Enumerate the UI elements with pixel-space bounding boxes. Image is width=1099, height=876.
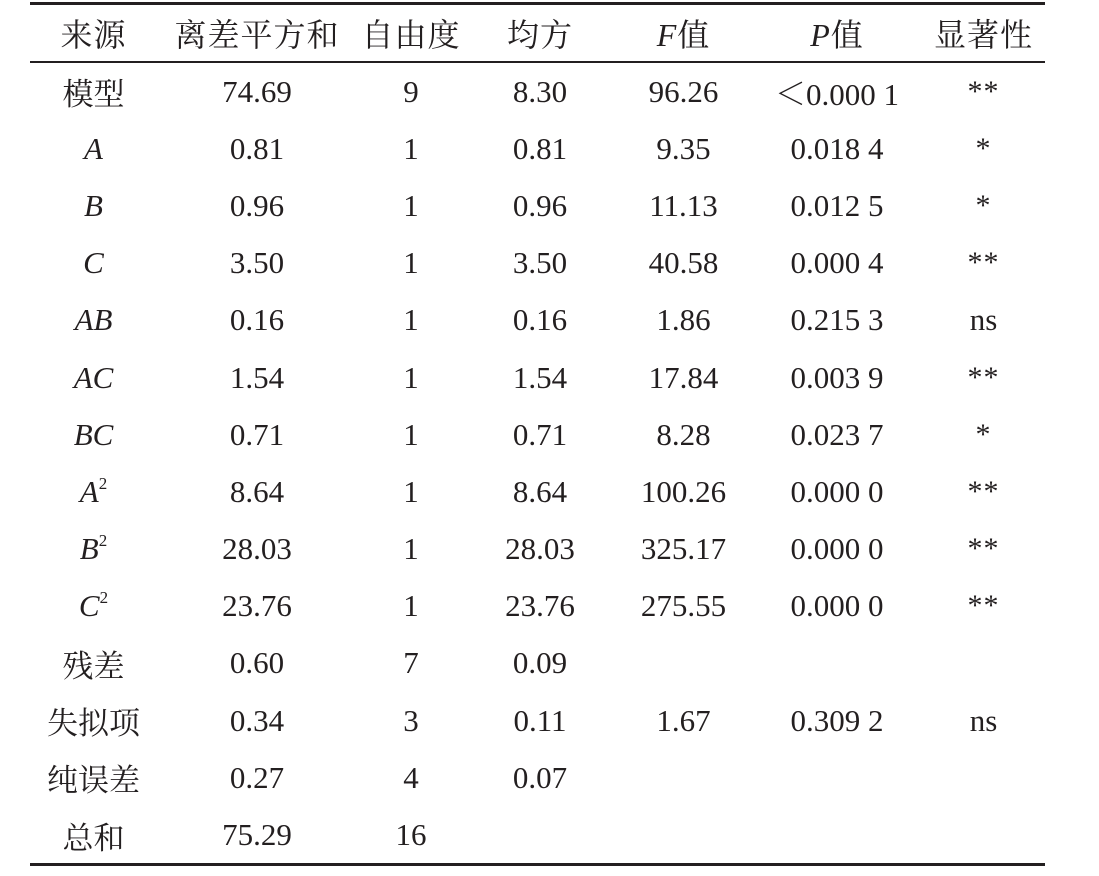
cell-significance: ns bbox=[969, 302, 998, 338]
table-row bbox=[30, 235, 1045, 292]
header-degrees-of-freedom bbox=[357, 5, 465, 61]
cell-significance bbox=[922, 806, 1045, 863]
table-row bbox=[30, 749, 1045, 806]
source-variable: C bbox=[83, 245, 104, 281]
header-variable: F bbox=[656, 17, 678, 53]
table-row bbox=[30, 635, 1045, 692]
cell-mean-square: 3.50 bbox=[512, 245, 568, 281]
cell-p-value: 0.000 0 bbox=[790, 473, 884, 509]
cell-source bbox=[30, 177, 157, 234]
cell-p-value bbox=[752, 635, 922, 692]
cell-degrees-of-freedom: 1 bbox=[403, 473, 419, 509]
cell-sum-of-squares: 75.29 bbox=[222, 817, 292, 853]
cell-mean-square: 0.71 bbox=[512, 416, 568, 452]
cell-significance: * bbox=[975, 131, 992, 165]
table-row bbox=[30, 521, 1045, 578]
cell-mean-square: 1.54 bbox=[512, 359, 568, 395]
cell-sum-of-squares: 0.71 bbox=[229, 416, 285, 452]
header-label: 值 bbox=[677, 17, 711, 53]
cell-source bbox=[30, 235, 157, 292]
source-label: 纯误差 bbox=[47, 763, 140, 799]
source-label: 模型 bbox=[62, 77, 125, 113]
cell-mean-square: 23.76 bbox=[505, 588, 575, 624]
cell-degrees-of-freedom: 9 bbox=[403, 73, 419, 109]
cell-sum-of-squares: 8.64 bbox=[229, 473, 285, 509]
source-variable: A bbox=[79, 473, 99, 509]
cell-f-value: 325.17 bbox=[640, 531, 727, 567]
cell-sum-of-squares: 0.34 bbox=[229, 702, 285, 738]
cell-mean-square: 0.96 bbox=[512, 187, 568, 223]
table-row bbox=[30, 292, 1045, 349]
cell-sum-of-squares: 0.81 bbox=[229, 130, 285, 166]
cell-significance bbox=[922, 749, 1045, 806]
cell-mean-square: 0.11 bbox=[513, 702, 567, 738]
source-exponent: 2 bbox=[98, 473, 108, 493]
header-significance bbox=[922, 5, 1045, 61]
cell-f-value: 275.55 bbox=[640, 588, 727, 624]
cell-mean-square: 8.30 bbox=[512, 73, 568, 109]
cell-source bbox=[30, 349, 157, 406]
table-row bbox=[30, 349, 1045, 406]
cell-source bbox=[30, 749, 157, 806]
cell-degrees-of-freedom: 1 bbox=[403, 302, 419, 338]
source-exponent: 2 bbox=[98, 531, 108, 551]
table-row bbox=[30, 692, 1045, 749]
cell-f-value: 1.67 bbox=[656, 702, 711, 738]
cell-f-value: 11.13 bbox=[649, 187, 718, 223]
cell-source bbox=[30, 292, 157, 349]
cell-sum-of-squares: 1.54 bbox=[229, 359, 285, 395]
cell-source bbox=[30, 406, 157, 463]
cell-degrees-of-freedom: 1 bbox=[403, 531, 419, 567]
cell-degrees-of-freedom: 4 bbox=[403, 759, 419, 795]
table-row bbox=[30, 177, 1045, 234]
header-mean-square bbox=[465, 5, 615, 61]
cell-significance: ** bbox=[967, 589, 1000, 623]
cell-f-value: 17.84 bbox=[648, 359, 719, 395]
header-f-value bbox=[615, 5, 752, 61]
cell-p-value: 0.012 5 bbox=[790, 187, 884, 223]
cell-source bbox=[30, 521, 157, 578]
cell-f-value bbox=[615, 749, 752, 806]
cell-significance: ns bbox=[969, 702, 998, 738]
cell-sum-of-squares: 0.27 bbox=[229, 759, 285, 795]
cell-source bbox=[30, 692, 157, 749]
cell-p-value: 0.003 9 bbox=[790, 359, 884, 395]
cell-significance: ** bbox=[967, 532, 1000, 566]
source-variable: AC bbox=[73, 359, 114, 395]
cell-mean-square bbox=[465, 806, 615, 863]
header-sum-of-squares bbox=[157, 5, 357, 61]
cell-sum-of-squares: 74.69 bbox=[222, 73, 292, 109]
cell-source bbox=[30, 635, 157, 692]
cell-degrees-of-freedom: 3 bbox=[403, 702, 419, 738]
cell-significance: ** bbox=[967, 360, 1000, 394]
cell-degrees-of-freedom: 1 bbox=[403, 359, 419, 395]
table-row bbox=[30, 120, 1045, 177]
cell-p-value: 0.215 3 bbox=[790, 302, 884, 338]
table-row bbox=[30, 806, 1045, 863]
cell-sum-of-squares: 23.76 bbox=[222, 588, 292, 624]
cell-mean-square: 0.07 bbox=[512, 759, 568, 795]
cell-degrees-of-freedom: 1 bbox=[403, 416, 419, 452]
table-body bbox=[30, 61, 1045, 864]
anova-grid bbox=[30, 5, 1045, 864]
cell-mean-square: 8.64 bbox=[512, 473, 568, 509]
cell-f-value: 9.35 bbox=[656, 130, 711, 166]
cell-significance: ** bbox=[967, 474, 1000, 508]
cell-p-value: 0.309 2 bbox=[790, 702, 884, 738]
table-row bbox=[30, 61, 1045, 120]
cell-p-value bbox=[752, 749, 922, 806]
cell-sum-of-squares: 0.16 bbox=[229, 302, 285, 338]
header-label: 来源 bbox=[60, 17, 127, 53]
cell-sum-of-squares: 28.03 bbox=[222, 531, 292, 567]
header-source bbox=[30, 5, 157, 61]
source-exponent: 2 bbox=[99, 588, 109, 608]
source-variable: A bbox=[84, 130, 103, 166]
cell-mean-square: 0.16 bbox=[512, 302, 568, 338]
header-label: 离差平方和 bbox=[174, 17, 340, 53]
cell-p-value: 0.018 4 bbox=[790, 130, 884, 166]
source-label: 残差 bbox=[62, 648, 125, 684]
cell-source bbox=[30, 120, 157, 177]
header-p-value bbox=[752, 5, 922, 61]
source-label: 失拟项 bbox=[47, 706, 140, 742]
cell-source bbox=[30, 463, 157, 520]
header-label: 自由度 bbox=[361, 17, 461, 53]
cell-significance bbox=[922, 635, 1045, 692]
table-row bbox=[30, 406, 1045, 463]
cell-significance: * bbox=[975, 417, 992, 451]
source-variable: AB bbox=[74, 302, 113, 338]
cell-p-value bbox=[752, 806, 922, 863]
cell-source bbox=[30, 61, 157, 120]
cell-f-value bbox=[615, 635, 752, 692]
source-variable: B bbox=[79, 531, 99, 567]
source-variable: B bbox=[84, 187, 103, 223]
cell-degrees-of-freedom: 1 bbox=[403, 588, 419, 624]
cell-significance: * bbox=[975, 188, 992, 222]
header-variable: P bbox=[810, 17, 831, 53]
cell-p-value: 0.000 0 bbox=[790, 531, 884, 567]
cell-p-value: 0.000 0 bbox=[790, 588, 884, 624]
cell-source bbox=[30, 578, 157, 635]
cell-sum-of-squares: 3.50 bbox=[229, 245, 285, 281]
cell-sum-of-squares: 0.60 bbox=[229, 645, 285, 681]
cell-p-value: ＜0.000 1 bbox=[775, 77, 899, 113]
header-label: 均方 bbox=[506, 17, 573, 53]
cell-significance: ** bbox=[967, 74, 1000, 108]
cell-degrees-of-freedom: 1 bbox=[403, 187, 419, 223]
source-label: 总和 bbox=[62, 820, 125, 856]
cell-f-value bbox=[615, 806, 752, 863]
cell-f-value: 100.26 bbox=[640, 473, 727, 509]
table-row bbox=[30, 578, 1045, 635]
cell-degrees-of-freedom: 1 bbox=[403, 130, 419, 166]
cell-source bbox=[30, 806, 157, 863]
cell-f-value: 1.86 bbox=[656, 302, 711, 338]
cell-degrees-of-freedom: 7 bbox=[403, 645, 419, 681]
cell-mean-square: 28.03 bbox=[505, 531, 575, 567]
cell-significance: ** bbox=[967, 246, 1000, 280]
cell-f-value: 40.58 bbox=[648, 245, 719, 281]
header-row bbox=[30, 5, 1045, 61]
header-label: 显著性 bbox=[933, 17, 1033, 53]
cell-degrees-of-freedom: 16 bbox=[395, 817, 427, 853]
cell-p-value: 0.000 4 bbox=[790, 245, 884, 281]
cell-f-value: 8.28 bbox=[656, 416, 711, 452]
cell-sum-of-squares: 0.96 bbox=[229, 187, 285, 223]
source-variable: C bbox=[78, 588, 100, 624]
cell-f-value: 96.26 bbox=[648, 73, 719, 109]
table-row bbox=[30, 463, 1045, 520]
table-header bbox=[30, 5, 1045, 61]
cell-p-value: 0.023 7 bbox=[790, 416, 884, 452]
source-variable: BC bbox=[73, 416, 114, 452]
cell-mean-square: 0.09 bbox=[512, 645, 568, 681]
header-label: 值 bbox=[830, 17, 864, 53]
cell-mean-square: 0.81 bbox=[512, 130, 568, 166]
cell-degrees-of-freedom: 1 bbox=[403, 245, 419, 281]
